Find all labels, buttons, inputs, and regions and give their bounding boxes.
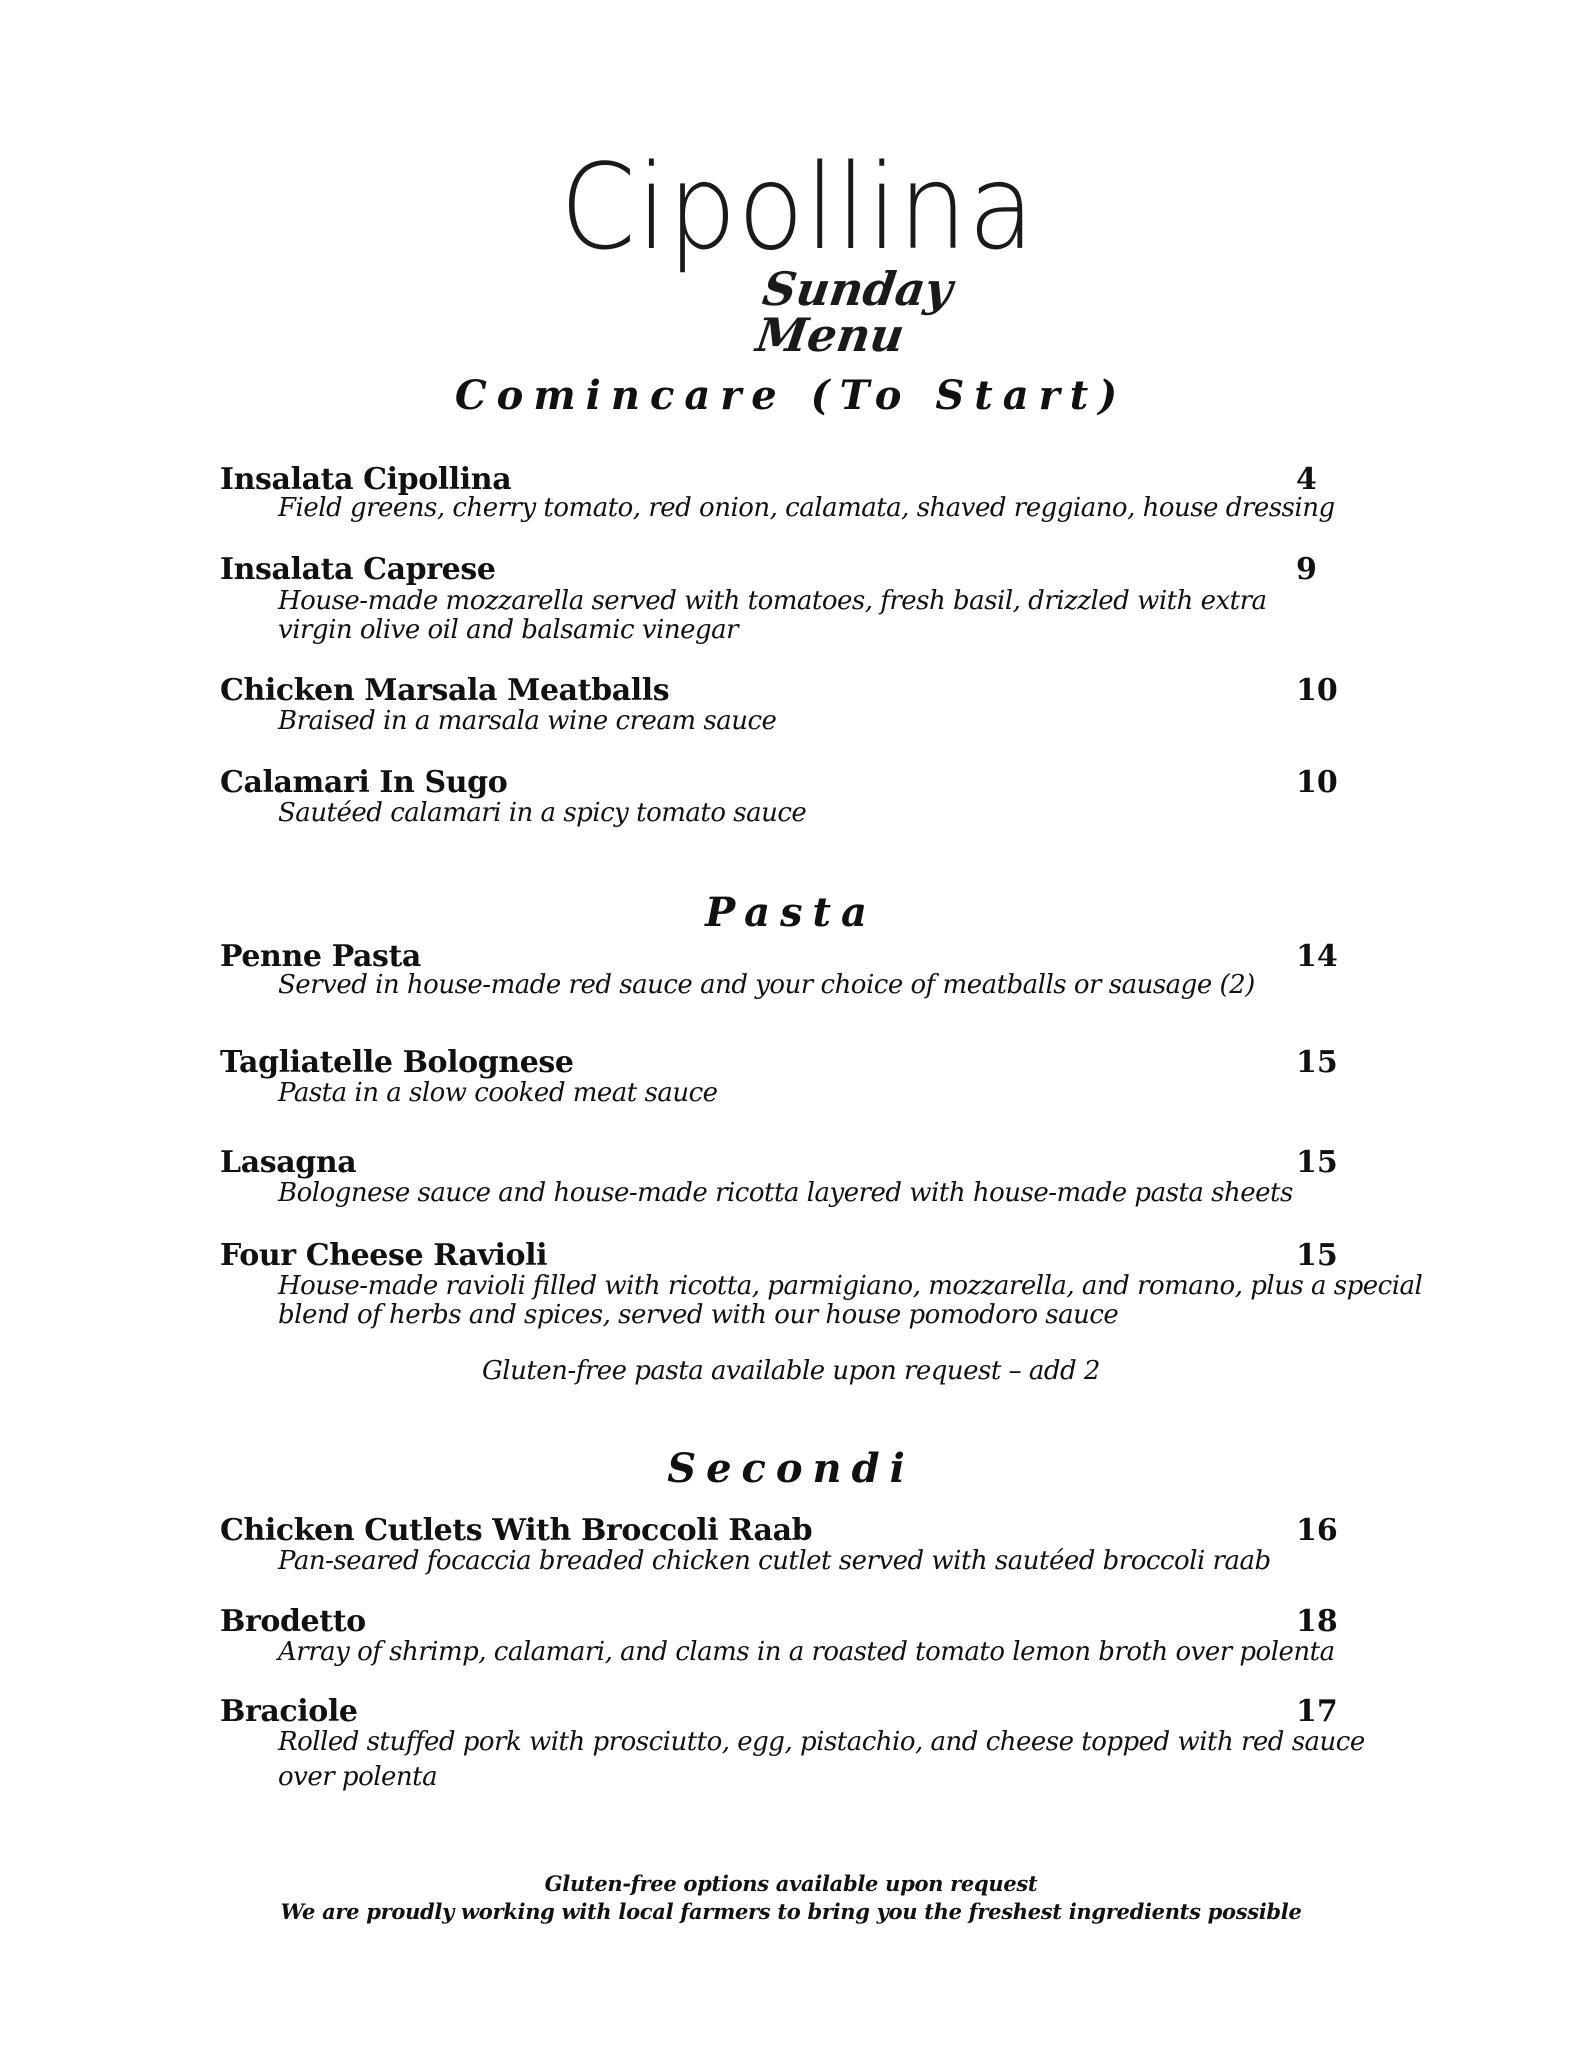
menu-item-description: House-made mozzarella served with tomatoes, fresh basil, drizzled with extra [278, 586, 1267, 616]
footer-gluten-free-note: Gluten-free options available upon request [544, 1871, 1038, 1896]
menu-item-description: Served in house-made red sauce and your choice of meatballs or sausage (2) [278, 970, 1255, 1000]
menu-item-name: Insalata Caprese [220, 552, 496, 587]
menu-item-description: Array of shrimp, calamari, and clams in a roasted tomato lemon broth over polenta [278, 1637, 1335, 1667]
menu-item-price: 15 [1296, 1045, 1338, 1080]
menu-item-description: Pan-seared focaccia breaded chicken cutlet served with sautéed broccoli raab [278, 1546, 1271, 1576]
menu-item-name: Brodetto [220, 1604, 366, 1639]
menu-item-description: Braised in a marsala wine cream sauce [278, 706, 777, 736]
menu-item-price: 15 [1296, 1238, 1338, 1273]
menu-item-description: virgin olive oil and balsamic vinegar [278, 615, 739, 645]
menu-item-description: over polenta [278, 1762, 438, 1792]
menu-item-name: Calamari In Sugo [220, 765, 508, 800]
menu-item-price: 9 [1296, 552, 1317, 587]
menu-item-description: Rolled stuffed pork with prosciutto, egg, pistachio, and cheese topped with red sauce [278, 1727, 1365, 1757]
menu-item-price: 14 [1296, 939, 1338, 974]
menu-item-description: blend of herbs and spices, served with our house pomodoro sauce [278, 1300, 1119, 1330]
menu-item-name: Penne Pasta [220, 939, 421, 974]
gluten-free-pasta-note: Gluten-free pasta available upon request – add 2 [482, 1356, 1100, 1386]
logo-wordmark: Cipollina [560, 138, 1036, 276]
menu-item-name: Chicken Cutlets With Broccoli Raab [220, 1513, 813, 1548]
menu-item-price: 10 [1296, 765, 1338, 800]
menu-item-description: Field greens, cherry tomato, red onion, calamata, shaved reggiano, house dressing [278, 493, 1335, 523]
menu-item-price: 10 [1296, 673, 1338, 708]
menu-item-description: Bolognese sauce and house-made ricotta layered with house-made pasta sheets [278, 1178, 1293, 1208]
menu-item-name: Insalata Cipollina [220, 462, 512, 497]
section-title-secondi: Secondi [667, 1445, 915, 1492]
menu-item-name: Braciole [220, 1694, 358, 1729]
menu-item-name: Chicken Marsala Meatballs [220, 673, 670, 708]
menu-item-price: 17 [1296, 1694, 1338, 1729]
section-title-comincare: Comincare (To Start) [454, 372, 1128, 419]
section-title-pasta: Pasta [705, 889, 877, 936]
menu-item-price: 4 [1296, 462, 1317, 497]
menu-item-name: Four Cheese Ravioli [220, 1238, 548, 1273]
menu-item-name: Lasagna [220, 1145, 357, 1180]
menu-item-description: Pasta in a slow cooked meat sauce [278, 1078, 718, 1108]
restaurant-logo [560, 138, 1036, 362]
menu-item-name: Tagliatelle Bolognese [220, 1045, 574, 1080]
footer-local-farmers-note: We are proudly working with local farmers to bring you the freshest ingredients possible [280, 1899, 1302, 1924]
menu-item-price: 18 [1296, 1604, 1338, 1639]
menu-item-description: Sautéed calamari in a spicy tomato sauce [278, 798, 807, 828]
menu-item-description: House-made ravioli filled with ricotta, parmigiano, mozzarella, and romano, plus a special [278, 1271, 1423, 1301]
menu-subtitle: Sunday Menu [752, 262, 956, 362]
menu-item-price: 16 [1296, 1513, 1338, 1548]
menu-item-price: 15 [1296, 1145, 1338, 1180]
